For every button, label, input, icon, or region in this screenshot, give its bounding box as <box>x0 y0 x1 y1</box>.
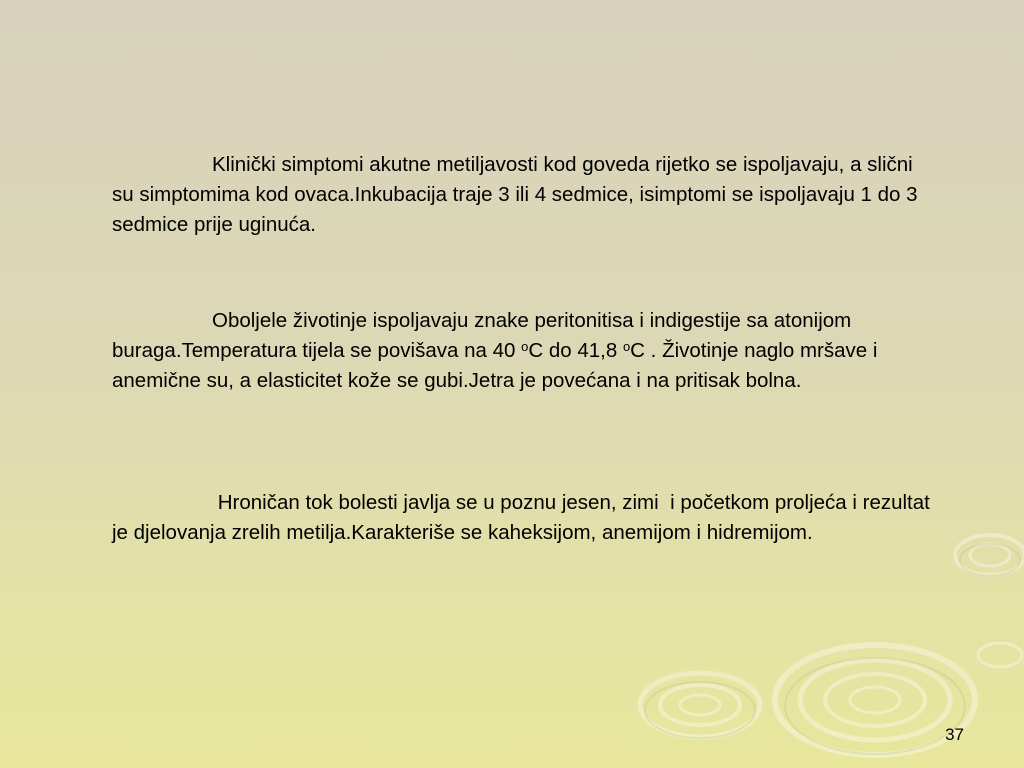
degree-superscript: o <box>622 339 631 354</box>
paragraph-signs-part-b: C do 41,8 <box>528 339 623 362</box>
degree-superscript: o <box>521 339 529 354</box>
paragraph-clinical-symptoms: Klinički simptomi akutne metiljavosti kod goveda rijetko se ispoljavaju, a slični su simptomima kod ovaca.Inkubacija traje 3 ili 4 sedmice, isimptomi se ispoljavaju 1 do 3 sedmice prije uginuća. <box>112 153 924 236</box>
paragraph-signs-part-c: C . Životinje naglo mršave i anemične su, a elasticitet kože se gubi.Jetra je povećana i na pritisak bolna. <box>112 339 884 392</box>
paragraph-signs <box>112 306 932 396</box>
paragraph-chronic-course: Hroničan tok bolesti javlja se u poznu jesen, zimi i početkom proljeća i rezultat je djelovanja zrelih metilja.Karakteriše se kaheksijom, anemijom i hidremijom. <box>112 491 936 544</box>
paragraph-signs-part-a: Oboljele životinje ispoljavaju znake peritonitisa i indigestije sa atonijom buraga.Temperatura tijela se povišava na 40 <box>112 309 857 362</box>
page-number: 37 <box>945 725 964 744</box>
